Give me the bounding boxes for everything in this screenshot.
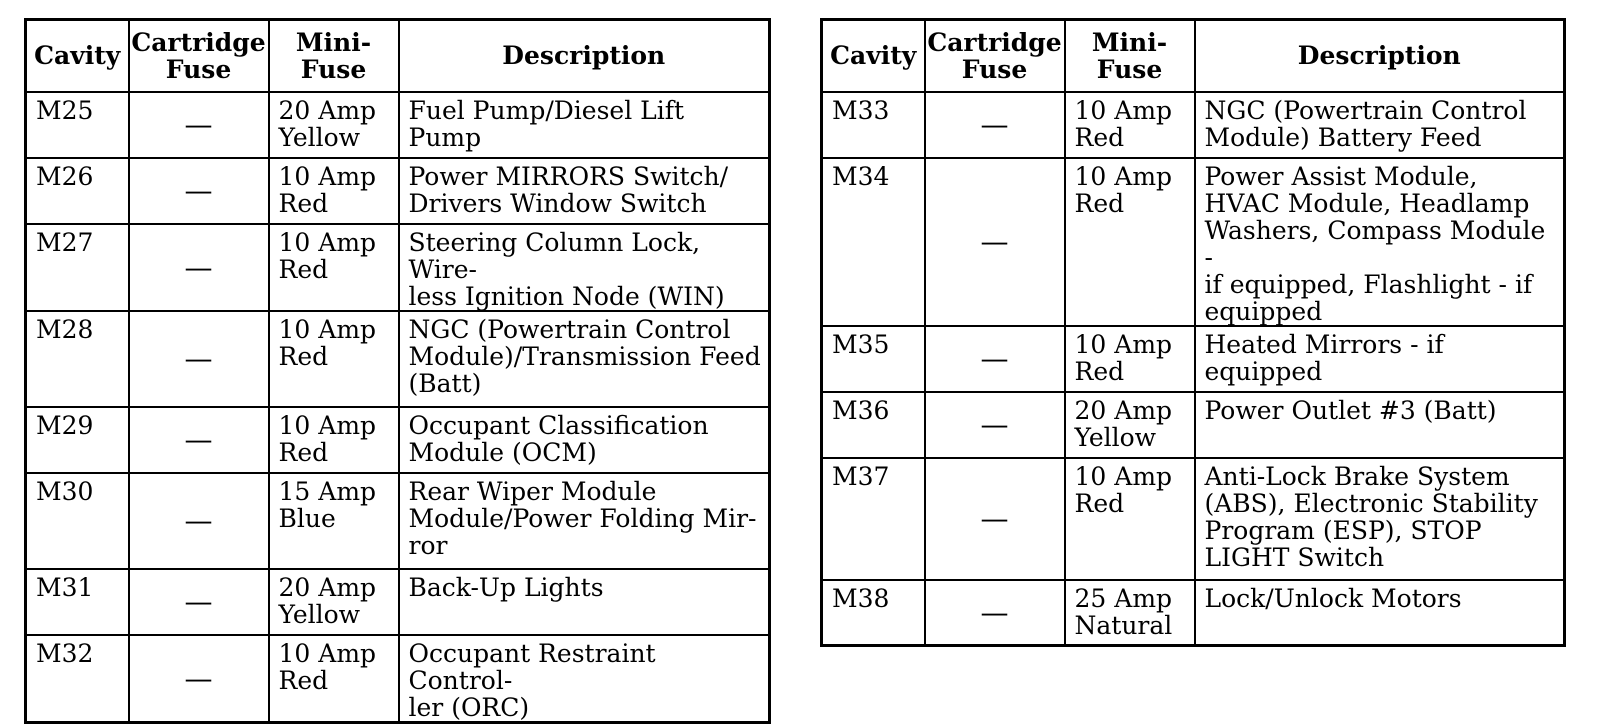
header-mini-fuse (269, 20, 399, 92)
mini-fuse-line: 10 Amp (1074, 461, 1173, 491)
cell-description (1195, 326, 1565, 392)
cell-cartridge-fuse: — (925, 580, 1065, 646)
cell-cavity: M30 (26, 473, 129, 569)
mini-fuse-line: Red (1074, 488, 1125, 518)
description-line: Module (OCM) (408, 437, 597, 467)
cell-cartridge-fuse: — (129, 473, 269, 569)
table-row (822, 580, 1565, 646)
cell-mini-fuse (269, 158, 399, 224)
table-row (822, 92, 1565, 158)
description-line: Anti-Lock Brake System (1204, 461, 1510, 491)
cell-cartridge-fuse: — (129, 407, 269, 473)
cell-mini-fuse (269, 311, 399, 407)
cell-mini-fuse (1065, 92, 1195, 158)
table-row (822, 458, 1565, 580)
description-line: less Ignition Node (WIN) (408, 281, 725, 311)
cell-cartridge-fuse: — (129, 92, 269, 158)
cell-cartridge-fuse: — (129, 158, 269, 224)
header-mini-line2: Fuse (1096, 54, 1163, 84)
cell-description (399, 158, 770, 224)
cell-description (399, 569, 770, 635)
cell-cartridge-fuse: — (129, 311, 269, 407)
cell-description (1195, 580, 1565, 646)
mini-fuse-line: 15 Amp (278, 476, 377, 506)
header-description: Description (399, 20, 770, 92)
header-cavity: Cavity (26, 20, 129, 92)
description-line: if equipped, Flashlight - if (1204, 269, 1533, 299)
cell-mini-fuse (1065, 158, 1195, 326)
description-line: Program (ESP), STOP (1204, 515, 1482, 545)
mini-fuse-line: 20 Amp (1074, 395, 1173, 425)
description-line: Module/Power Folding Mir- (408, 503, 757, 533)
header-cavity: Cavity (822, 20, 925, 92)
table-row (26, 92, 770, 158)
cell-cavity: M31 (26, 569, 129, 635)
description-line: ler (ORC) (408, 692, 530, 722)
cell-mini-fuse (269, 224, 399, 311)
mini-fuse-line: Blue (278, 503, 336, 533)
description-line: Drivers Window Switch (408, 188, 707, 218)
table-row (26, 158, 770, 224)
table-row (26, 311, 770, 407)
header-mini-line1: Mini- (1091, 27, 1168, 57)
cell-cartridge-fuse: — (129, 635, 269, 723)
description-line: (Batt) (408, 368, 482, 398)
description-line: NGC (Powertrain Control (1204, 95, 1527, 125)
mini-fuse-line: Red (1074, 122, 1125, 152)
header-cartridge-line1: Cartridge (927, 27, 1062, 57)
cell-description (399, 635, 770, 723)
description-line: Power Assist Module, (1204, 161, 1478, 191)
mini-fuse-line: 10 Amp (278, 314, 377, 344)
cell-cartridge-fuse: — (925, 326, 1065, 392)
fuse-table-left (24, 18, 771, 724)
header-row (26, 20, 770, 92)
cell-mini-fuse (1065, 458, 1195, 580)
table-row (822, 392, 1565, 458)
table-row (26, 224, 770, 311)
mini-fuse-line: 10 Amp (1074, 161, 1173, 191)
cell-cavity: M26 (26, 158, 129, 224)
cell-mini-fuse (269, 473, 399, 569)
cell-mini-fuse (269, 635, 399, 723)
description-line: Fuel Pump/Diesel Lift (408, 95, 685, 125)
header-cartridge-fuse (925, 20, 1065, 92)
header-row (822, 20, 1565, 92)
table-row (26, 635, 770, 723)
description-line: Module) Battery Feed (1204, 122, 1482, 152)
mini-fuse-line: Natural (1074, 610, 1173, 640)
fuse-table-right-body (822, 92, 1565, 646)
cell-description (1195, 158, 1565, 326)
mini-fuse-line: Red (1074, 188, 1125, 218)
cell-description (399, 473, 770, 569)
header-cartridge-line2: Fuse (961, 54, 1028, 84)
header-cartridge-fuse (129, 20, 269, 92)
header-mini-line1: Mini- (295, 27, 372, 57)
cell-mini-fuse (1065, 392, 1195, 458)
fuse-table-left-body (26, 92, 770, 723)
description-line: Washers, Compass Module - (1204, 215, 1546, 272)
mini-fuse-line: Yellow (278, 599, 361, 629)
mini-fuse-line: 20 Amp (278, 95, 377, 125)
description-line: Module)/Transmission Feed (408, 341, 761, 371)
mini-fuse-line: Red (1074, 356, 1125, 386)
description-line: LIGHT Switch (1204, 542, 1385, 572)
mini-fuse-line: Red (278, 665, 329, 695)
table-row (822, 158, 1565, 326)
mini-fuse-line: 10 Amp (278, 227, 377, 257)
table-row (26, 569, 770, 635)
description-line: Occupant Restraint Control- (408, 638, 656, 695)
cell-cartridge-fuse: — (925, 392, 1065, 458)
description-line: Rear Wiper Module (408, 476, 657, 506)
description-line: (ABS), Electronic Stability (1204, 488, 1538, 518)
description-line: ror (408, 530, 448, 560)
mini-fuse-line: Yellow (1074, 422, 1157, 452)
description-line: equipped (1204, 296, 1323, 326)
cell-cartridge-fuse: — (925, 458, 1065, 580)
cell-cavity: M36 (822, 392, 925, 458)
mini-fuse-line: 20 Amp (278, 572, 377, 602)
cell-cavity: M33 (822, 92, 925, 158)
cell-cartridge-fuse: — (129, 224, 269, 311)
mini-fuse-line: 10 Amp (278, 161, 377, 191)
cell-cavity: M29 (26, 407, 129, 473)
cell-description (399, 311, 770, 407)
cell-cavity: M27 (26, 224, 129, 311)
cell-description (399, 92, 770, 158)
mini-fuse-line: Red (278, 254, 329, 284)
cell-description (1195, 392, 1565, 458)
table-row (822, 326, 1565, 392)
description-line: Power Outlet #3 (Batt) (1204, 395, 1497, 425)
mini-fuse-line: 25 Amp (1074, 583, 1173, 613)
cell-description (399, 224, 770, 311)
mini-fuse-line: Red (278, 437, 329, 467)
header-mini-line2: Fuse (300, 54, 367, 84)
mini-fuse-line: 10 Amp (278, 638, 377, 668)
mini-fuse-line: Red (278, 341, 329, 371)
header-cartridge-line2: Fuse (165, 54, 232, 84)
cell-cavity: M37 (822, 458, 925, 580)
cell-mini-fuse (1065, 580, 1195, 646)
cell-cartridge-fuse: — (129, 569, 269, 635)
mini-fuse-line: Yellow (278, 122, 361, 152)
description-line: HVAC Module, Headlamp (1204, 188, 1530, 218)
cell-cavity: M32 (26, 635, 129, 723)
description-line: Pump (408, 122, 482, 152)
mini-fuse-line: Red (278, 188, 329, 218)
cell-mini-fuse (269, 569, 399, 635)
table-row (26, 407, 770, 473)
description-line: Occupant Classification (408, 410, 709, 440)
mini-fuse-line: 10 Amp (1074, 329, 1173, 359)
description-line: Power MIRRORS Switch/ (408, 161, 729, 191)
description-line: Heated Mirrors - if equipped (1204, 329, 1444, 386)
cell-cavity: M38 (822, 580, 925, 646)
cell-description (1195, 92, 1565, 158)
cell-mini-fuse (1065, 326, 1195, 392)
cell-cartridge-fuse: — (925, 158, 1065, 326)
mini-fuse-line: 10 Amp (278, 410, 377, 440)
description-line: Lock/Unlock Motors (1204, 583, 1462, 613)
header-mini-fuse (1065, 20, 1195, 92)
description-line: Back-Up Lights (408, 572, 604, 602)
cell-cavity: M35 (822, 326, 925, 392)
mini-fuse-line: 10 Amp (1074, 95, 1173, 125)
cell-cartridge-fuse: — (925, 92, 1065, 158)
description-line: NGC (Powertrain Control (408, 314, 731, 344)
cell-mini-fuse (269, 92, 399, 158)
table-row (26, 473, 770, 569)
fuse-table-right (820, 18, 1566, 647)
cell-cavity: M25 (26, 92, 129, 158)
cell-description (1195, 458, 1565, 580)
cell-description (399, 407, 770, 473)
cell-cavity: M34 (822, 158, 925, 326)
cell-cavity: M28 (26, 311, 129, 407)
header-description: Description (1195, 20, 1565, 92)
description-line: Steering Column Lock, Wire- (408, 227, 701, 284)
cell-mini-fuse (269, 407, 399, 473)
header-cartridge-line1: Cartridge (131, 27, 266, 57)
